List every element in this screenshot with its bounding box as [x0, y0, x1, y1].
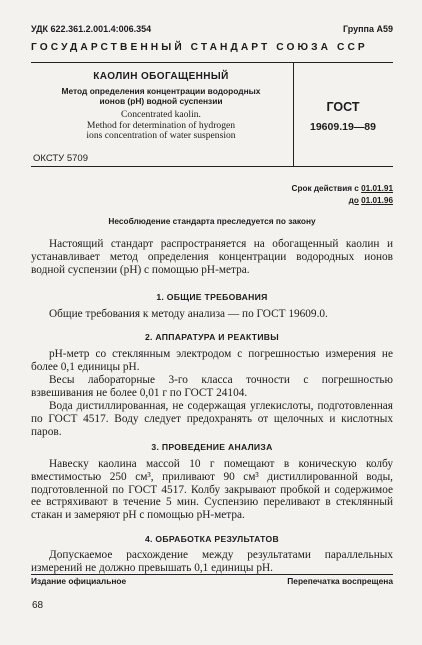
- gost-number: 19609.19—89: [310, 121, 376, 133]
- section-heading: 4. ОБРАБОТКА РЕЗУЛЬТАТОВ: [144, 534, 280, 544]
- document-subtitle: [31, 86, 291, 106]
- subtitle-line: ионов (рН) водной суспензии: [99, 96, 223, 106]
- section-heading: 3. ПРОВЕДЕНИЕ АНАЛИЗА: [151, 442, 273, 452]
- english-title: [31, 110, 291, 142]
- section-text: рН-метр со стеклянным электродом с погрешностью измерения не более 0,1 единицы рН.: [31, 348, 393, 373]
- section-text: Весы лабораторные 3-го класса точности с погрешностью взвешивания не более 0,01 г по ГОСТ 24104.: [31, 374, 393, 399]
- english-title-line: ions concentration of water suspension: [86, 130, 236, 141]
- edition-note: Издание официальное: [31, 576, 127, 586]
- validity-to-prefix: до: [348, 196, 359, 205]
- english-title-line: Concentrated kaolin.: [121, 109, 201, 120]
- subtitle-line: Метод определения концентрации водородных: [61, 86, 261, 96]
- section-text: Общие требования к методу анализа — по ГОСТ 19609.0.: [49, 308, 328, 320]
- title-block: [31, 71, 291, 142]
- legal-notice: Несоблюдение стандарта преследуется по закону: [108, 216, 316, 226]
- udk-code: УДК 622.361.2.001.4:006.354: [31, 24, 152, 34]
- validity-to: 01.01.96: [361, 196, 393, 205]
- gost-label: ГОСТ: [326, 100, 360, 114]
- gost-block: [293, 100, 393, 133]
- group-code: Группа А59: [342, 24, 393, 34]
- validity-prefix: Срок действия с: [291, 184, 359, 193]
- top-rule: [31, 62, 393, 63]
- intro-paragraph: Настоящий стандарт распространяется на обогащенный каолин и устанавливает метод определения концентрации водородных ионов водной суспензии (рН) с помощью рН-метра.: [31, 238, 393, 276]
- section-text: Вода дистиллированная, не содержащая углекислоты, подготовленная по ГОСТ 4517. Воду следует предохранять от щелочных и кислотных паров.: [31, 400, 393, 438]
- english-title-line: Method for determination of hydrogen: [86, 119, 236, 131]
- footer-rule: [31, 574, 393, 575]
- reprint-note: Перепечатка воспрещена: [287, 576, 393, 586]
- document-title: КАОЛИН ОБОГАЩЕННЫЙ: [93, 71, 229, 82]
- section-heading: 1. ОБЩИЕ ТРЕБОВАНИЯ: [156, 292, 268, 302]
- okstu-code: ОКСТУ 5709: [33, 153, 88, 164]
- validity-from: 01.01.91: [361, 184, 393, 193]
- validity-period: [292, 183, 393, 207]
- standard-banner: ГОСУДАРСТВЕННЫЙ СТАНДАРТ СОЮЗА ССР: [31, 42, 368, 53]
- section-text: Навеску каолина массой 10 г помещают в коническую колбу вместимостью 250 см³, приливают 90 см³ дистиллированной воды, подготовленной по ГОСТ 4517. Колбу закрывают пробкой и содержимое ее встряхивают в течение 5 мин. Суспензию переливают в стеклянный стакан и замеряют рН с помощью рН-метра.: [31, 458, 393, 522]
- title-bottom-rule: [31, 166, 393, 167]
- section-heading: 2. АППАРАТУРА И РЕАКТИВЫ: [144, 332, 280, 342]
- section-text: Допускаемое расхождение между результатами параллельных измерений не должно превышать 0,1 единицы рН.: [31, 549, 393, 574]
- page-number: 68: [32, 600, 44, 611]
